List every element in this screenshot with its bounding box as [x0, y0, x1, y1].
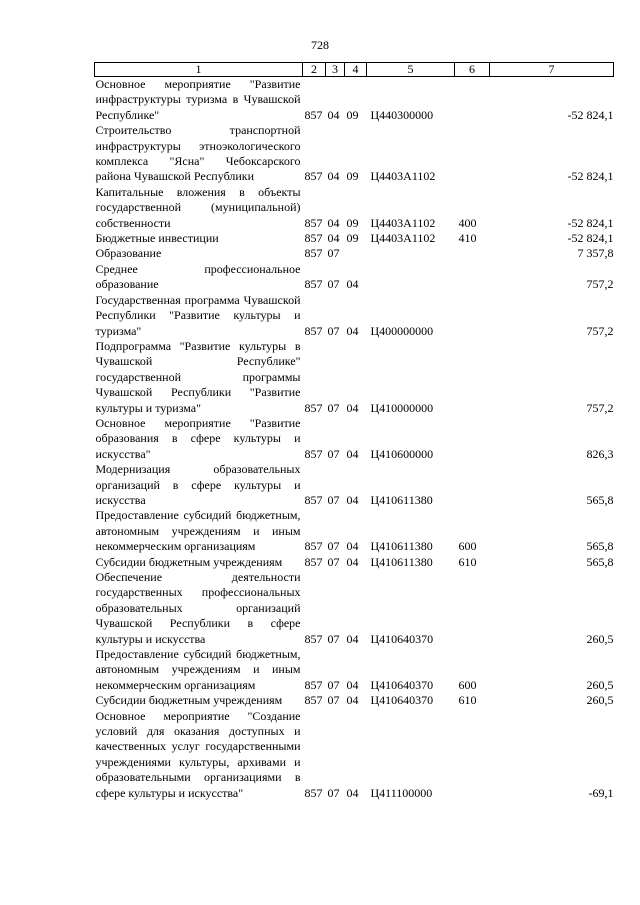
row-csr-code: Ц410611380: [370, 539, 433, 554]
row-gr-code: 857: [304, 169, 323, 184]
row-csr-code: Ц410640370: [370, 693, 434, 708]
row-pr-code: 04: [346, 554, 359, 569]
column-header-6: 6: [455, 63, 490, 77]
table-row: [95, 508, 614, 554]
row-vr-code: 610: [458, 693, 477, 708]
row-sum: -52 824,1: [567, 231, 614, 246]
row-vr-code: [455, 709, 490, 801]
row-name: Бюджетные инвестиции: [95, 231, 219, 246]
row-vr-code: [455, 77, 490, 124]
row-name: Строительство транспортной инфраструктуры этноэкологического комплекса "Ясна" Чебоксарского района Чувашской Республики: [95, 123, 301, 184]
row-name: Основное мероприятие "Создание условий для оказания доступных и качественных услуг государственными учреждениями культуры, архивами и образовательными организациями в сфере культуры и искусства": [95, 708, 301, 800]
row-rz-code: 07: [327, 677, 340, 692]
row-sum: 826,3: [586, 446, 614, 461]
row-csr-code: Ц400000000: [370, 323, 434, 338]
row-sum: 757,2: [586, 323, 614, 338]
row-sum: 260,5: [586, 631, 614, 646]
row-gr-code: 857: [304, 539, 323, 554]
column-header-7: 7: [490, 63, 614, 77]
row-rz-code: 07: [327, 539, 340, 554]
row-pr-code: 09: [346, 215, 359, 230]
row-rz-code: 07: [327, 400, 340, 415]
budget-table: [94, 62, 614, 801]
row-csr-code: Ц410611380: [370, 492, 433, 507]
row-gr-code: 857: [304, 785, 323, 800]
row-pr-code: 04: [346, 693, 359, 708]
row-vr-code: 600: [458, 539, 477, 554]
row-vr-code: [455, 570, 490, 647]
row-gr-code: 857: [304, 492, 323, 507]
row-csr-code: Ц4403А1102: [370, 169, 436, 184]
row-csr-code: Ц410600000: [370, 446, 434, 461]
row-pr-code: 04: [346, 631, 359, 646]
row-name: Образование: [95, 246, 162, 261]
row-sum: 260,5: [586, 677, 614, 692]
row-vr-code: [455, 246, 490, 261]
row-rz-code: 04: [327, 169, 340, 184]
table-row: [95, 647, 614, 693]
row-csr-code: Ц410640370: [370, 631, 434, 646]
row-rz-code: 07: [327, 246, 340, 261]
table-body: [95, 77, 614, 802]
row-pr-code: 09: [346, 231, 359, 246]
row-rz-code: 07: [327, 554, 340, 569]
row-name: Субсидии бюджетным учреждениям: [95, 693, 283, 708]
row-name: Капитальные вложения в объекты государственной (муниципальной) собственности: [95, 184, 301, 230]
table-row: [95, 339, 614, 416]
table-row: [95, 293, 614, 339]
row-rz-code: 07: [327, 446, 340, 461]
column-header-1: 1: [95, 63, 303, 77]
row-sum: -52 824,1: [567, 215, 614, 230]
row-gr-code: 857: [304, 323, 323, 338]
row-vr-code: [455, 462, 490, 508]
row-name: Предоставление субсидий бюджетным, автономным учреждениям и иным некоммерческим организациям: [95, 647, 301, 692]
row-rz-code: 07: [327, 492, 340, 507]
row-gr-code: 857: [304, 677, 323, 692]
row-sum: -69,1: [588, 785, 614, 800]
row-rz-code: 07: [327, 693, 340, 708]
table-row: [95, 570, 614, 647]
row-gr-code: 857: [304, 400, 323, 415]
table-row: [95, 462, 614, 508]
row-pr-code: 04: [346, 785, 359, 800]
row-name: Предоставление субсидий бюджетным, автономным учреждениям и иным некоммерческим организациям: [95, 508, 301, 554]
row-sum: 7 357,8: [577, 246, 614, 261]
row-rz-code: 04: [327, 231, 340, 246]
table-row: [95, 231, 614, 246]
row-vr-code: [455, 339, 490, 416]
table-row: [95, 416, 614, 462]
row-sum: 565,8: [586, 554, 614, 569]
row-gr-code: 857: [304, 107, 323, 122]
row-pr-code: 04: [346, 446, 359, 461]
row-name: Основное мероприятие "Развитие образования в сфере культуры и искусства": [95, 415, 301, 461]
table-row: [95, 693, 614, 708]
row-rz-code: 04: [327, 107, 340, 122]
row-csr-code: [367, 246, 455, 261]
row-sum: 565,8: [586, 492, 614, 507]
row-gr-code: 857: [304, 631, 323, 646]
row-vr-code: [455, 293, 490, 339]
row-name: Модернизация образовательных организаций в сфере культуры и искусства: [95, 462, 301, 507]
row-name: Обеспечение деятельности государственных профессиональных образовательных организаций Чувашской Республики в сфере культуры и искусства: [95, 570, 301, 646]
row-rz-code: 07: [327, 631, 340, 646]
row-name: Государственная программа Чувашской Республики "Развитие культуры и туризма": [95, 292, 301, 338]
row-name: Основное мероприятие "Развитие инфраструктуры туризма в Чувашской Республике": [95, 77, 301, 122]
row-name: Подпрограмма "Развитие культуры в Чувашской Республике" государственной программы Чувашской Республики "Развитие культуры и туризма": [95, 338, 301, 415]
row-csr-code: Ц440300000: [370, 107, 434, 122]
row-pr-code: 04: [346, 323, 359, 338]
row-vr-code: [455, 262, 490, 293]
row-csr-code: Ц411100000: [370, 785, 433, 800]
row-pr-code: 04: [346, 400, 359, 415]
table-row: [95, 555, 614, 570]
row-csr-code: Ц410000000: [370, 400, 434, 415]
column-header-5: 5: [367, 63, 455, 77]
table-row: [95, 123, 614, 185]
table-header-row: [95, 63, 614, 77]
table-row: [95, 262, 614, 293]
row-vr-code: [455, 123, 490, 185]
table-row: [95, 246, 614, 261]
row-sum: -52 824,1: [567, 169, 614, 184]
row-vr-code: 610: [458, 554, 477, 569]
row-rz-code: 07: [327, 323, 340, 338]
row-pr-code: 09: [346, 169, 359, 184]
table-row: [95, 185, 614, 231]
row-vr-code: 600: [458, 677, 477, 692]
row-gr-code: 857: [304, 446, 323, 461]
row-pr-code: 04: [346, 277, 359, 292]
row-rz-code: 07: [327, 785, 340, 800]
row-sum: 757,2: [586, 400, 614, 415]
table-row: [95, 77, 614, 124]
row-gr-code: 857: [304, 693, 323, 708]
row-gr-code: 857: [304, 554, 323, 569]
page-number: 728: [311, 38, 329, 52]
row-csr-code: Ц4403А1102: [370, 215, 436, 230]
row-rz-code: 07: [327, 277, 340, 292]
column-header-2: 2: [303, 63, 326, 77]
row-csr-code: [367, 262, 455, 293]
row-gr-code: 857: [304, 246, 323, 261]
row-csr-code: Ц410611380: [370, 554, 433, 569]
row-gr-code: 857: [304, 215, 323, 230]
row-pr-code: 04: [346, 539, 359, 554]
row-sum: 565,8: [586, 539, 614, 554]
row-sum: 757,2: [586, 277, 614, 292]
row-vr-code: 410: [458, 231, 477, 246]
row-pr-code: [345, 246, 367, 261]
column-header-3: 3: [326, 63, 345, 77]
row-rz-code: 04: [327, 215, 340, 230]
row-vr-code: 400: [458, 215, 477, 230]
row-pr-code: 04: [346, 677, 359, 692]
row-name: Субсидии бюджетным учреждениям: [95, 554, 283, 569]
column-header-4: 4: [345, 63, 367, 77]
row-csr-code: Ц4403А1102: [370, 231, 436, 246]
row-name: Среднее профессиональное образование: [95, 261, 301, 292]
row-sum: -52 824,1: [567, 107, 614, 122]
row-gr-code: 857: [304, 231, 323, 246]
row-gr-code: 857: [304, 277, 323, 292]
table-row: [95, 709, 614, 801]
row-pr-code: 09: [346, 107, 359, 122]
row-csr-code: Ц410640370: [370, 677, 434, 692]
row-sum: 260,5: [586, 693, 614, 708]
row-pr-code: 04: [346, 492, 359, 507]
row-vr-code: [455, 416, 490, 462]
